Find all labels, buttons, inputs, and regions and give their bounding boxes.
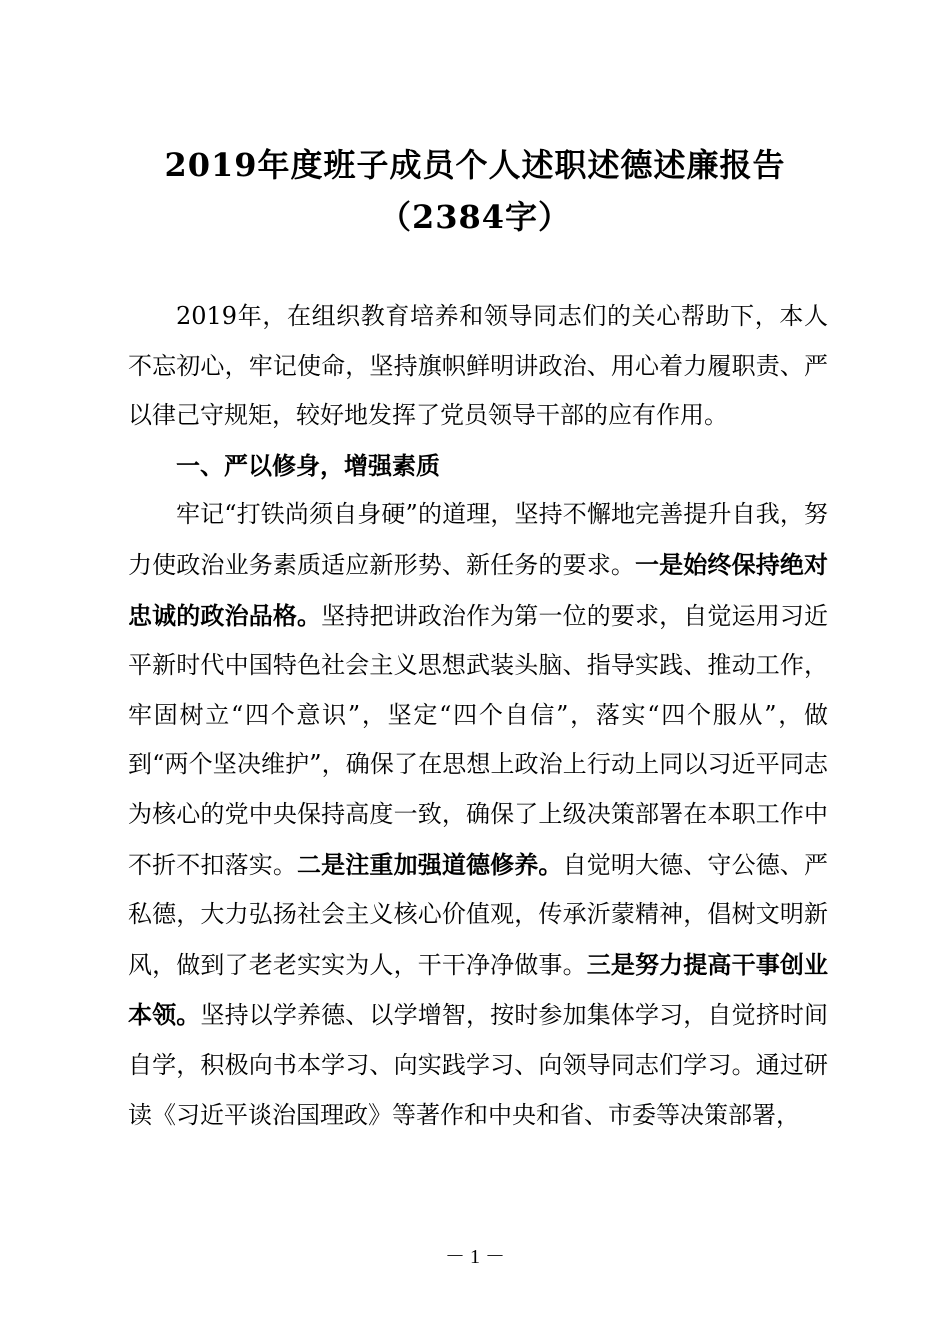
paragraph-text: 坚持把讲政治作为第一位的要求，自觉运用习近平新时代中国特色社会主义思想武装头脑、指导实践、推动工作，牢固树立“四个意识”，坚定“四个自信”，落实“四个服从”，做到“两个坚决维护”，确保了在思想上政治上行动上同以习近平同志为核心的党中央保持高度一致，确保了上级决策部署在本职工作中不折不扣落实。 [128, 601, 829, 879]
section-heading: 一、严以修身，增强素质 [176, 450, 440, 480]
bold-point-2: 二是注重加强道德修养。 [297, 849, 563, 879]
paragraph-text: 牢记“打铁尚须自身硬”的道理，坚持不懈地完善提升自我，努力使政治业务素质适应新形势、新任务的要求。 [128, 500, 828, 579]
document-title: 2019年度班子成员个人述职述德述廉报告 [164, 146, 786, 184]
intro-paragraph: 2019年，在组织教育培养和领导同志们的关心帮助下，本人不忘初心，牢记使命，坚持旗帜鲜明讲政治、用心着力履职责、严以律己守规矩，较好地发挥了党员领导干部的应有作用。 [128, 302, 828, 430]
document-body [128, 292, 828, 1140]
paragraph-text: 坚持以学养德、以学增智，按时参加集体学习，自觉挤时间自学，积极向书本学习、向实践学习、向领导同志们学习。通过研读《习近平谈治国理政》等著作和中央和省、市委等决策部署， [128, 1001, 829, 1129]
bold-point-1: 一是始终保持绝对忠诚的政治品格。 [128, 549, 828, 630]
page-number: － 1 － [445, 1246, 505, 1268]
paragraph-text: 自觉明大德、守公德、严私德，大力弘扬社会主义核心价值观，传承沂蒙精神，倡树文明新风，做到了老老实实为人，干干净净做事。 [128, 850, 829, 979]
document-word-count: （2384字） [378, 198, 572, 236]
bold-point-3: 三是努力提高干事创业本领。 [128, 949, 829, 1030]
section-paragraph [128, 490, 828, 1140]
